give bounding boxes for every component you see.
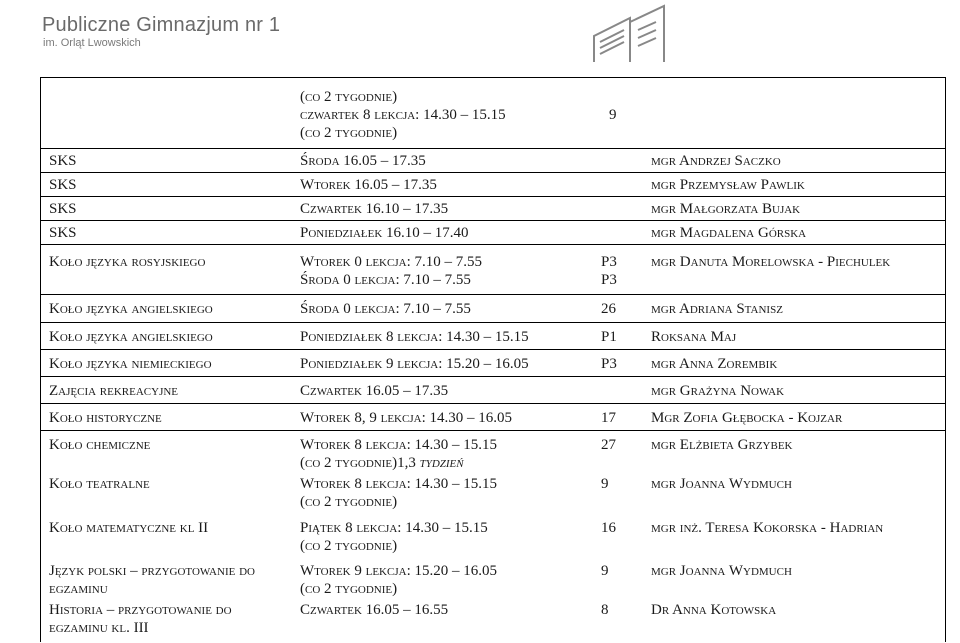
activity-name: SKS xyxy=(49,177,77,193)
activity-name-line: egzaminu xyxy=(49,581,108,597)
room-line: P3 xyxy=(601,254,617,270)
room-cell xyxy=(601,253,631,289)
table-row xyxy=(41,196,945,221)
activities-table xyxy=(40,77,946,642)
schedule-line: Piątek 8 lekcja: 14.30 – 15.15 xyxy=(300,520,488,536)
teacher-cell: Dr Anna Kotowska xyxy=(651,602,777,618)
schedule-line: Wtorek 8 lekcja: 14.30 – 15.15 xyxy=(300,476,497,492)
table-row xyxy=(41,403,945,431)
teacher-cell: mgr Anna Zorembik xyxy=(651,356,778,372)
school-title: Publiczne Gimnazjum nr 1 xyxy=(42,14,281,36)
room-cell: 16 xyxy=(601,520,616,536)
teacher-cell: mgr Joanna Wydmuch xyxy=(651,476,792,492)
activity-name: Koło języka rosyjskiego xyxy=(49,254,206,270)
activity-name: Koło matematyczne kl II xyxy=(49,520,209,536)
room-cell: 8 xyxy=(601,602,609,618)
teacher-cell: mgr Adriana Stanisz xyxy=(651,301,783,317)
schedule-cell: Czwartek 16.10 – 17.35 xyxy=(300,201,449,217)
table-row xyxy=(41,172,945,197)
activity-name: Koło języka niemieckiego xyxy=(49,356,212,372)
room-cell: 27 xyxy=(601,437,616,453)
activity-name: Koło języka angielskiego xyxy=(49,301,213,317)
schedule-cell: Wtorek 8, 9 lekcja: 14.30 – 16.05 xyxy=(300,410,512,426)
activity-name xyxy=(49,562,255,598)
activity-name: Koło języka angielskiego xyxy=(49,329,213,345)
activity-name: SKS xyxy=(49,153,77,169)
room-cell: 17 xyxy=(601,410,616,426)
teacher-cell: mgr Magdalena Górska xyxy=(651,225,807,241)
table-row xyxy=(41,148,945,173)
schedule-cell xyxy=(300,519,488,555)
schedule-cell: Poniedziałek 9 lekcja: 15.20 – 16.05 xyxy=(300,356,529,372)
schedule-cell xyxy=(300,88,506,142)
schedule-line: (co 2 tygodnie) xyxy=(300,89,398,105)
teacher-cell: mgr Joanna Wydmuch xyxy=(651,563,792,579)
schedule-line-text: (co 2 tygodnie)1,3 xyxy=(300,455,420,471)
room-cell: 26 xyxy=(601,301,616,317)
schedule-cell: Środa 0 lekcja: 7.10 – 7.55 xyxy=(300,301,471,317)
schedule-cell xyxy=(300,253,482,289)
schedule-line: Środa 0 lekcja: 7.10 – 7.55 xyxy=(300,272,471,288)
room-cell: 9 xyxy=(601,563,609,579)
school-subtitle: im. Orląt Lwowskich xyxy=(43,37,141,49)
schedule-line: (co 2 tygodnie) xyxy=(300,581,398,597)
activity-name xyxy=(49,601,232,637)
schedule-cell: Czwartek 16.05 – 16.55 xyxy=(300,602,449,618)
room-line: P3 xyxy=(601,272,617,288)
room-cell: P3 xyxy=(601,356,617,372)
teacher-cell: mgr Przemysław Pawlik xyxy=(651,177,805,193)
activity-name: SKS xyxy=(49,225,77,241)
teacher-cell: mgr Elżbieta Grzybek xyxy=(651,437,793,453)
schedule-line: Wtorek 9 lekcja: 15.20 – 16.05 xyxy=(300,563,497,579)
schedule-line: Wtorek 0 lekcja: 7.10 – 7.55 xyxy=(300,254,482,270)
table-row xyxy=(41,244,945,295)
table-row xyxy=(41,220,945,245)
activity-name-line: Historia – przygotowanie do xyxy=(49,602,232,618)
room-cell: 9 xyxy=(609,107,617,123)
schedule-cell: Czwartek 16.05 – 17.35 xyxy=(300,383,449,399)
table-row xyxy=(41,322,945,350)
table-row xyxy=(41,600,945,643)
activity-name-line: Język polski – przygotowanie do xyxy=(49,563,255,579)
table-row xyxy=(41,349,945,377)
schedule-line: (co 2 tygodnie) xyxy=(300,125,398,141)
teacher-cell: Mgr Zofia Głębocka - Kojzar xyxy=(651,410,843,426)
room-cell: P1 xyxy=(601,329,617,345)
schedule-line: (co 2 tygodnie) xyxy=(300,494,398,510)
schedule-line: Wtorek 8 lekcja: 14.30 – 15.15 xyxy=(300,437,497,453)
activity-name: Koło chemiczne xyxy=(49,437,151,453)
schedule-cell: Wtorek 16.05 – 17.35 xyxy=(300,177,437,193)
schedule-week-text: tydzień xyxy=(419,455,464,471)
activity-name: Koło teatralne xyxy=(49,476,150,492)
schedule-cell xyxy=(300,436,497,472)
teacher-cell: mgr inż. Teresa Kokorska - Hadrian xyxy=(651,520,884,536)
teacher-cell: mgr Małgorzata Bujak xyxy=(651,201,801,217)
schedule-cell: Poniedziałek 8 lekcja: 14.30 – 15.15 xyxy=(300,329,529,345)
table-row xyxy=(41,376,945,404)
schedule-cell xyxy=(300,562,497,598)
table-row xyxy=(41,430,945,475)
activity-name: SKS xyxy=(49,201,77,217)
schedule-cell xyxy=(300,475,497,511)
table-row xyxy=(41,78,945,148)
schedule-line xyxy=(300,454,497,472)
schedule-line: czwartek 8 lekcja: 14.30 – 15.15 xyxy=(300,107,506,123)
schedule-cell: Poniedziałek 16.10 – 17.40 xyxy=(300,225,469,241)
activity-name-line: egzaminu kl. III xyxy=(49,620,149,636)
page-header xyxy=(0,0,960,66)
teacher-cell: mgr Grażyna Nowak xyxy=(651,383,785,399)
teacher-cell: Roksana Maj xyxy=(651,329,737,345)
schedule-line: (co 2 tygodnie) xyxy=(300,538,398,554)
activity-name: Koło historyczne xyxy=(49,410,162,426)
schedule-cell: Środa 16.05 – 17.35 xyxy=(300,153,426,169)
table-row xyxy=(41,518,945,562)
activity-name: Zajęcia rekreacyjne xyxy=(49,383,179,399)
teacher-cell: mgr Danuta Morelowska - Piechulek xyxy=(651,254,891,270)
teacher-cell: mgr Andrzej Saczko xyxy=(651,153,781,169)
table-row xyxy=(41,474,945,518)
room-cell: 9 xyxy=(601,476,609,492)
school-logo-icon xyxy=(590,2,670,64)
table-row xyxy=(41,294,945,323)
